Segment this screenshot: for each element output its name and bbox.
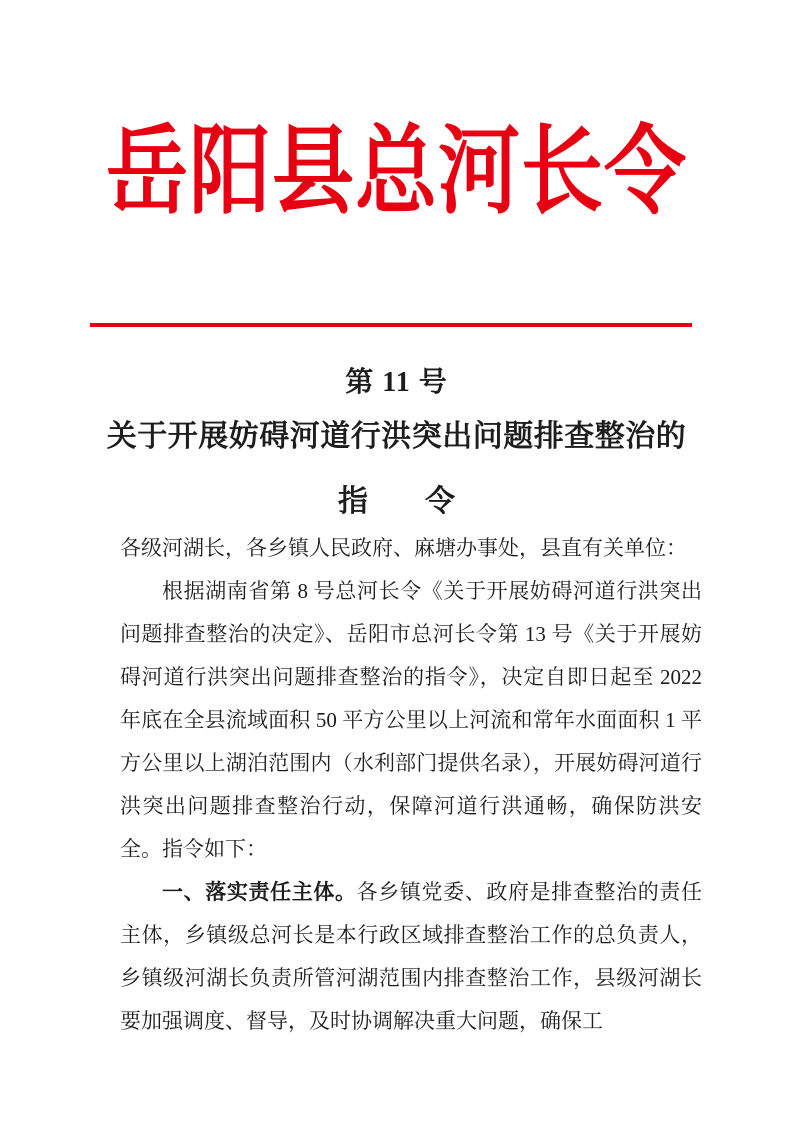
document-title-line-2: 指 令 (338, 485, 469, 518)
document-number: 第 11 号 (345, 367, 448, 398)
document-body (120, 527, 702, 1043)
body-paragraph-1: 根据湖南省第 8 号总河长令《关于开展妨碍河道行洪突出问题排查整治的决定》、岳阳市总河长令第 13 号《关于开展妨碍河道行洪突出问题排查整治的指令》，决定自即日起至 2022 年底在全县流域面积 50 平方公里以上河流和常年水面面积 1 平方公里以上湖泊范围内（水利部门提供名录），开展妨碍河道行洪突出问题排查整治行动，保障河道行洪通畅，确保防洪安全。指令如下： (120, 579, 702, 861)
body-paragraph-2 (120, 871, 702, 1043)
red-divider-rule (90, 323, 692, 327)
paragraph-2-bold-lead: 一、落实责任主体。 (162, 880, 357, 904)
document-title-line-1: 关于开展妨碍河道行洪突出问题排查整治的 (106, 420, 687, 453)
masthead-title: 岳阳县总河长令 (105, 118, 687, 226)
paragraph-2-text: 各乡镇党委、政府是排查整治的责任主体，乡镇级总河长是本行政区域排查整治工作的总负责人，乡镇级河湖长负责所管河湖范围内排查整治工作，县级河湖长要加强调度、督导，及时协调解决重大问题，确保工 (120, 880, 702, 1033)
salutation-line: 各级河湖长，各乡镇人民政府、麻塘办事处，县直有关单位： (120, 536, 687, 560)
